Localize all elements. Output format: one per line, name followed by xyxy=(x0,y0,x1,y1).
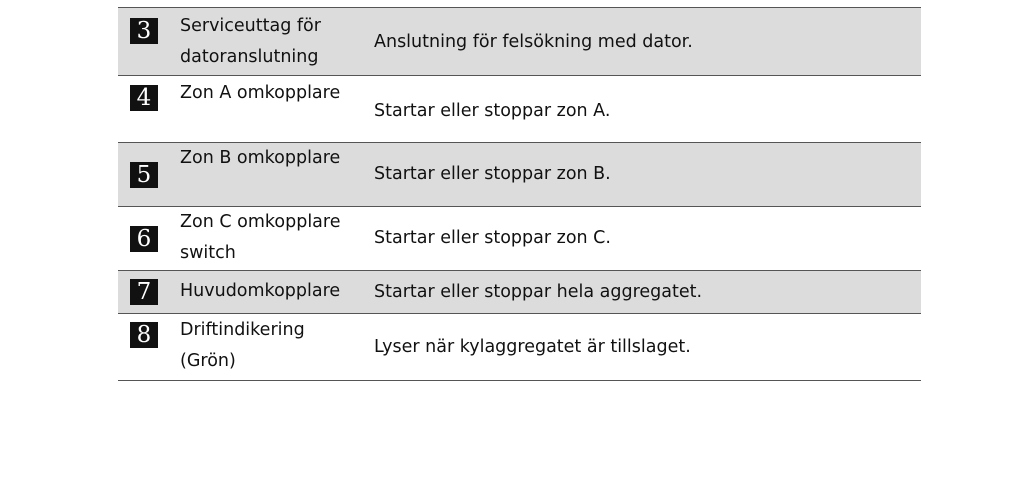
component-name: Serviceuttag för datoranslutning xyxy=(180,16,321,67)
component-description: Startar eller stoppar zon A. xyxy=(374,101,611,121)
component-description: Startar eller stoppar zon C. xyxy=(374,228,611,248)
component-description: Anslutning för felsökning med dator. xyxy=(374,32,693,52)
component-name: Zon C omkopplare switch xyxy=(180,212,341,263)
item-number-badge: 4 xyxy=(130,85,158,111)
component-name: Zon B omkopplare xyxy=(180,148,341,168)
component-name: Huvudomkopplare xyxy=(180,281,341,301)
item-number-badge: 6 xyxy=(130,226,158,252)
component-name: Zon A omkopplare xyxy=(180,83,341,103)
table-row xyxy=(118,143,921,207)
component-description: Lyser när kylaggregatet är tillslaget. xyxy=(374,337,691,357)
component-name: Driftindikering (Grön) xyxy=(180,320,305,371)
item-number-badge: 5 xyxy=(130,162,158,188)
table-row xyxy=(118,271,921,314)
table-row xyxy=(118,314,921,381)
item-number-badge: 7 xyxy=(130,279,158,305)
table-row xyxy=(118,207,921,271)
component-description: Startar eller stoppar zon B. xyxy=(374,164,611,184)
table-row xyxy=(118,8,921,76)
item-number-badge: 8 xyxy=(130,322,158,348)
component-description: Startar eller stoppar hela aggregatet. xyxy=(374,282,703,302)
item-number-badge: 3 xyxy=(130,18,158,44)
table-row xyxy=(118,76,921,143)
function-table xyxy=(118,7,921,381)
